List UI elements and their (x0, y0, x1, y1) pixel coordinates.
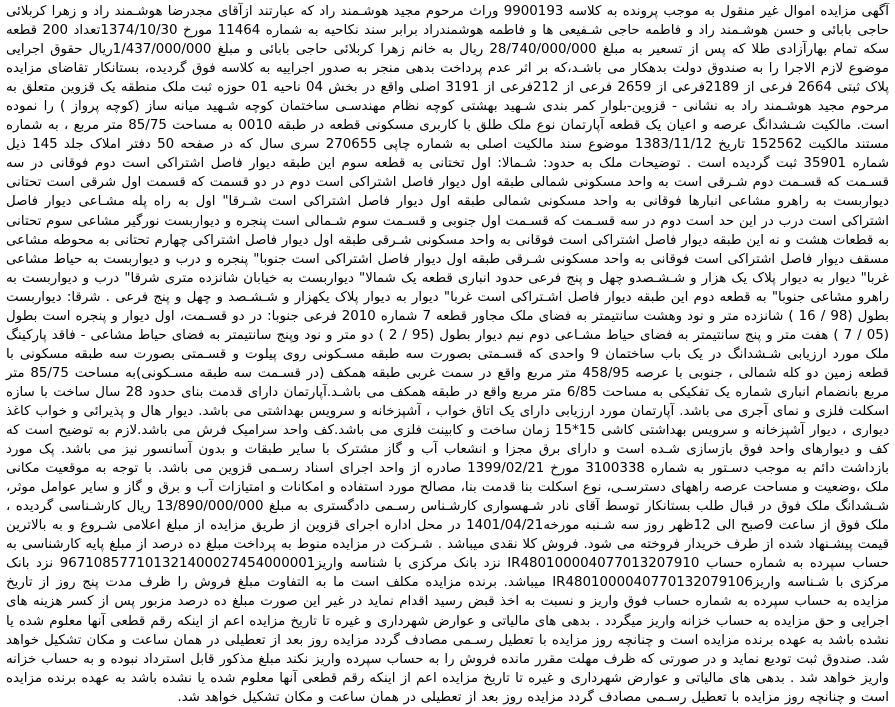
auction-notice-text: آگهی مزایده اموال غیر منقول به موجب پرونده به کلاسه 9900193 وراث مرحوم مجید هوشـمند راد که عبارتند ازآقای مجدرضا هوشـمند راد و زهرا کربلائی حاجی بابائی و حسن هوشـمند راد و فاطمه حاجی شـفیعی ها و فاطمه هوشمندراد برابر سند نکاحیه به شماره 11464 مورخ 1374/10/30تعداد 200 قطعه سکه تمام بهارآزادی طلا که پس از تسعیر به مبلغ 28/740/000/000 ریال به خانم زهرا کربلائی حاجی بابائی و مبلغ 1/437/000/000ریال حقوق اجرایی موضوع لازم الاجرا را به صندوق دولت بدهکار می باشـد،که بر اثر عدم پرداخت بدهی منجر به صدور اجراییه به کلاسه فوق گردیده، بستانکار تقاضای مزایده پلاک ثبتی 2664 فرعی از 2189فرعی از 2659 فرعی از 212فرعی از 3191 اصلی واقع در بخش 04 ناحیه 01 حوزه ثبت ملک منطقه یک قزوین متعلق به مرحوم مجید هوشـمند راد به نشانی - قزوین-بلوار کمر بندی شـهید بهشتی کوچه نظام مهندسـی ساختمان کوچه شـهید میانه ساز (کوچه پرواز ) را نموده است. مالکیت شـشدانگ عرصه و اعیان یک قطعه آپارتمان نوع ملک طلق با کاربری مسکونی قطعه در طبقه 0010 به مساحت 85/75 متر مربع ، به شماره مستند مالکیت 152562 تاریخ 1383/11/12 موضوع سند مالکیت اصلی به شماره چاپی 270655 سری سال که در صفحه 50 دفتر املاک جلد 145 ذیل شماره 35901 ثبت گردیده است . توضیحات ملک به حدود: شـمالا: اول تختانی به قطعه سوم این طبقه دیوار فاصل اشتراکی است دوم فوقانی در سه قسـمت که قسـمت دوم شـرقی است به واحد مسکونی شمالی طبقه اول دیوار فاصل اشتراکی است دوم در دو قسمت که قسمت اول شرقی است تحتانی دیواربست به راهرو مشاعی انبارها فوقانی به واحد مسکونی شمالی طبقه اول دیوار فاصل اشتراکی است شـرقا" اول به راه پله مشـاعی دیوار فاصل اشتراکی است درب در این حد است دوم در سه قسـمت که قسـمت اول جنوبی و قسـمت سوم شـمالی است پنجره و دیواربست نورگیر مشاعی سوم تحتانی به قطعات هشت و نه این طبقه دیوار فاصل اشتراکی است فوقانی به واحد مسکونی شـرقی طبقه اول دیوار فاصل اشتراکی چهارم تحتانی به محوطه مشاعی مسقف دیوار فاصل اشتراکی است فوقانی به واحد مسکونی شـرقی طبقه اول دیوار فاصل اشتراکی است جنوبا" پنجره و درب و دیواربست به حیاط مشاعی غربا" دیوار به دیوار پلاک یک هزار و شـشـصدو چهل و پنج فرعی حدود انباری قطعه یک شمالا" دیواربست به خیابان شانزده متری شرقا" درب و دیواربست به راهرو مشاعی جنوبا" به قطعه دوم این طبقه دیوار فاصل اشـتراکی است غربا" دیوار به دیوار پلاک یکهزار و شـشـصد و چهل و پنج فرعی . شرقا: دیواربست بطول (98 / 16 ) شانزده متر و نود وهشت سانتیمتر به فضای ملک مجاور قطعه 7 شماره 2010 فرعی جنوبا: در دو قسـمت، اول دیوار و پنجره است بطول (05 / 7 ) هفت متر و پنج سانتیمتر به فضای حیاط مشـاعی دوم نیم دیوار بطول (95 / 2 ) دو متر و نود وپنج سانتیمتر به فضای حیاط مشاعی - فاقد پارکینگ ملک مورد ارزیابی شـشدانگ در یک باب ساختمان 9 واحدی که قسـمتی بصورت سه طبقه مسـکونی روی پیلوت و قسـمتی بصورت سه طبقه مسکونی با قطعه زمین دو کله شمالی ، جنوبی با عرصه 458/95 متر مربع واقع در سمت غربی طبقه همکف (در قسـمت سه طبقه مسـکونی)به مساحت 85/75 متر مربع بانضمام انباری شماره یک تفکیکی به مساحت 6/85 متر مربع واقع در طبقه همکف می باشـد.آپارتمان دارای قدمت بنای حدود 28 سال ساخت با سازه اسکلت فلزی و نمای آجری می باشد. آپارتمان مورد ارزیابی دارای یک اتاق خواب ، آشپزخانه و سرویس بهداشتی می باشد. دیوار هال و پذیرائی و خواب کاغذ دیواری ، دیوار آشپزخانه و سرویس بهداشتی کاشی 15*15 زمان ساخت و کابینت فلزی می باشد.کف واحد سرامیک فرش می باشد.لازم به توضیح است که کف و دیوارهای واحد فوق بازسازی شـده است و دارای برق مجزا و انشعاب آب و گاز مشترک با سایر طبقات و بدون آسانسور نیز می باشد. پک مورد بازداشت دائم به موجب دسـتور به شماره 3100338 مورخ 1399/02/21 صادره از واحد اجرای اسناد رسـمی قزوین می باشد. با توجه به موقعیت مکانی ملک ،وضعیت و مساحت عرصه راههای دسترسـی، نوع اسکلت بنا قدمت بنا، مصالح مورد استفاده و امکانات و امتیازات آب و برق و گاز و سایر عوامل موثر، شـشدانگ ملک فوق در قبال طلب بستانکار توسط آقای نادر شـهسواری کارشـناس رسـمی دادگستری به مبلغ 13/890/000/000 ریال کارشـناسی گردیده ، ملک فوق از ساعت 9صبح الی 12ظهر روز سه شـنبه مورخه1401/04/21 در محل اداره اجرای قزوین از طریق مزایده از مبلغ اعلامی شـروع و به بالاترین قیمت پیشـنهاد شده از طرف خریدار فروخته می شود. فروش کلا نقدی میباشد . شـرکت در مزایده منوط به پرداخت مبلغ ده درصد از مبلغ پایه کارشناسی به حساب سپرده به شماره حساب IR480100004077013207910 نزد بانک مرکزی با شناسه واریز967108577101321400027454000001 نزد بانک مرکزی با شـناسه واریزIR4801000040770132079106 میباشد. برنده مزایده مکلف است ما به التفاوت مبلغ فروش را ظرف مدت پنج روز از تاریخ مزایده به حساب سپرده به شماره حساب فوق واریز و نسبت به اخذ قبض رسید اقدام نماید در غیر این صورت مبلغ ده درصد مزبور پس از کسر هزینه های اجرایی و حق مزایده به حساب خزانه واریز میگردد . بدهی های مالیاتی و عوارض شهرداری و غیره تا تاریخ مزایده اعم از اینکه رقم قطعی آنها معلوم شده یا نشده باشد به عهده برنده مزایده است و چنانچه روز مزایده با تعطیل رسـمی مصادف گردد مزایده روز بعد از تعطیلی در همان ساعت و مکان تشکیل خواهد شد. صندوق ثبت تودیع نماید و در صورتی که ظرف مهلت مقرر مانده فروش را به حساب سپرده واریز نکند مبلغ مذکور قابل استرداد نبوده و به حساب خزانه واریز خواهد شد . بدهی های مالیاتی و عوارض شهرداری و غیره تا تاریخ مزایده اعم از اینکه رقم قطعی آنها معلوم شده یا نشده باشد به عهده برنده مزایده است و چنانچه روز مزایده با تعطیل رسـمی مصادف گردد مزایده روز بعد از تعطیلی در همان ساعت و مکان تشکیل خواهد شد. (6, 4, 890, 705)
